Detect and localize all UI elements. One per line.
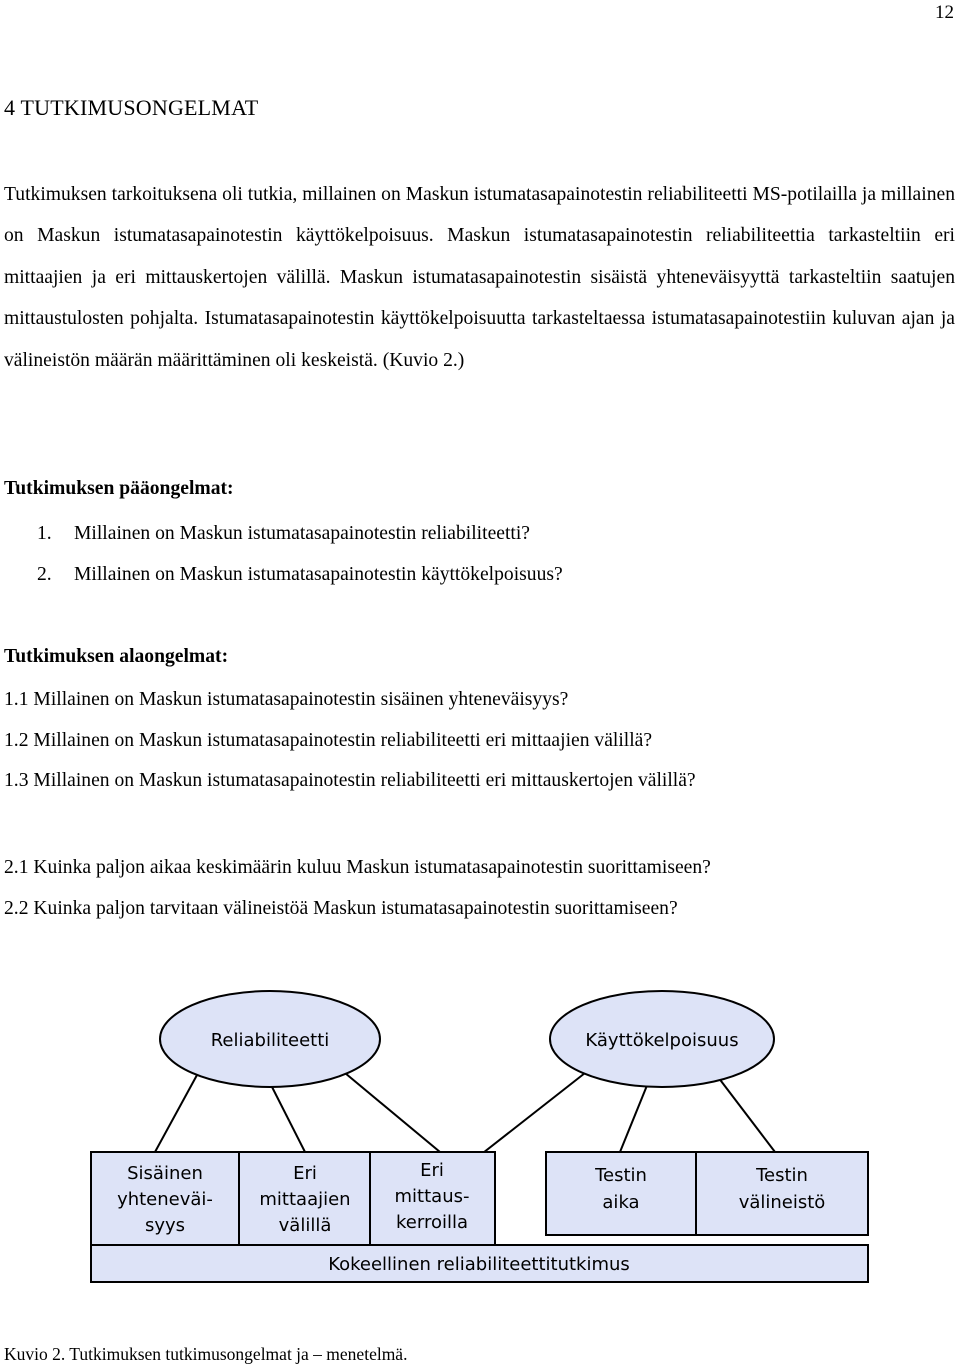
box-label: välineistö <box>738 1192 826 1213</box>
page-number: 12 <box>935 2 954 23</box>
list-item <box>4 761 696 802</box>
box-label: Sisäinen <box>127 1163 203 1184</box>
box-label: syys <box>144 1215 186 1236</box>
list-item-text: Millainen on Maskun istumatasapainotestin käyttökelpoisuus? <box>74 563 563 585</box>
list-item-number: 1.3 <box>4 770 29 791</box>
list-item <box>37 555 563 596</box>
list-item-text: Millainen on Maskun istumatasapainotestin sisäinen yhteneväisyys? <box>33 689 569 710</box>
box-label: Testin <box>756 1165 808 1186</box>
box-label: aika <box>602 1192 640 1213</box>
intro-paragraph: Tutkimuksen tarkoituksena oli tutkia, millainen on Maskun istumatasapainotestin reliabiliteetti MS-potilailla ja millainen on Maskun istumatasapainotestin käyttökelpoisuus. Maskun istumatasapainotestin reliabiliteettia tarkasteltiin eri mittaajien ja eri mittauskertojen välillä. Maskun istumatasapainotestin sisäistä yhteneväisyyttä tarkasteltiin saatujen mittaustulosten pohjalta. Istumatasapainotestin käyttökelpoisuutta tarkasteltaessa istumatasapainotestiin kuluvan ajan ja välineistön määrän määrittäminen oli keskeistä. (Kuvio 2.) <box>4 184 955 371</box>
list-item <box>4 889 711 930</box>
list-item-text: Kuinka paljon tarvitaan välineistöä Maskun istumatasapainotestin suorittamiseen? <box>33 897 678 919</box>
sub-problems-list-1 <box>4 680 696 802</box>
list-item-number: 1.2 <box>4 729 29 751</box>
box-label: yhteneväi- <box>117 1189 213 1210</box>
list-item-text: Millainen on Maskun istumatasapainotestin reliabiliteetti? <box>74 523 530 544</box>
box-label: mittaus- <box>394 1186 470 1207</box>
list-item-number: 2.2 <box>4 897 29 919</box>
box-label: välillä <box>278 1215 332 1236</box>
chapter-title: 4 TUTKIMUSONGELMAT <box>4 95 259 120</box>
list-item <box>4 680 696 721</box>
list-item-number: 1.1 <box>4 689 29 710</box>
list-item-text: Millainen on Maskun istumatasapainotestin reliabiliteetti eri mittaajien välillä? <box>33 729 653 751</box>
list-item-text: Millainen on Maskun istumatasapainotestin reliabiliteetti eri mittauskertojen välillä? <box>33 770 696 791</box>
list-item-number: 2.1 <box>4 857 29 878</box>
sub-problems-list-2 <box>4 848 711 929</box>
box-label: Eri <box>420 1160 444 1181</box>
main-problems-list <box>37 514 563 595</box>
list-item-number: 2. <box>37 563 52 585</box>
box-label: mittaajien <box>259 1189 351 1210</box>
box-label: Testin <box>595 1165 647 1186</box>
list-item-text: Kuinka paljon aikaa keskimäärin kuluu Maskun istumatasapainotestin suorittamiseen? <box>33 857 711 878</box>
list-item <box>37 514 563 555</box>
usability-label: Käyttökelpoisuus <box>585 1030 739 1051</box>
main-problems-heading: Tutkimuksen pääongelmat: <box>4 478 234 499</box>
list-item-number: 1. <box>37 523 52 544</box>
list-item <box>4 721 696 762</box>
box-label: kerroilla <box>396 1212 468 1233</box>
figure-caption: Kuvio 2. Tutkimuksen tutkimusongelmat ja – menetelmä. <box>4 1344 408 1364</box>
reliability-label: Reliabiliteetti <box>210 1030 330 1051</box>
sub-problems-heading: Tutkimuksen alaongelmat: <box>4 646 229 667</box>
research-diagram <box>0 975 960 1305</box>
list-item <box>4 848 711 889</box>
box-label: Eri <box>293 1163 317 1184</box>
experimental-study-label: Kokeellinen reliabiliteettitutkimus <box>328 1254 630 1275</box>
